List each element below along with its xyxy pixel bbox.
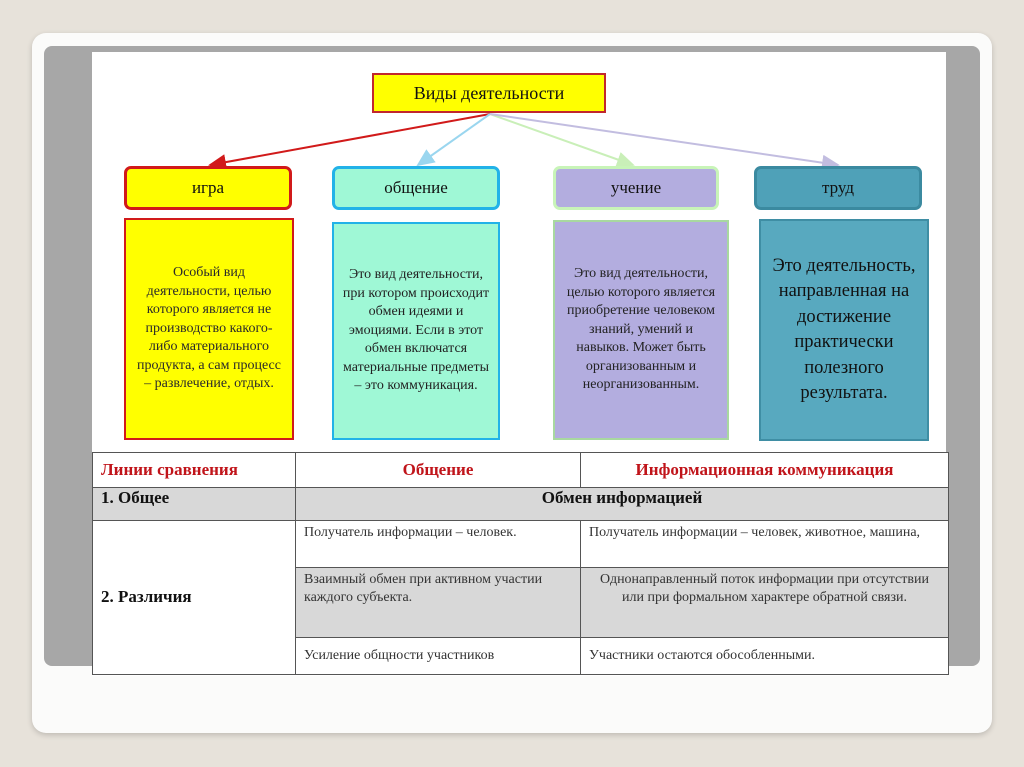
difference-cell-communication: Получатель информации – человек.: [296, 520, 581, 567]
activity-heading-igra: игра: [124, 166, 292, 210]
activity-heading-trud: труд: [754, 166, 922, 210]
activity-description-obshenie: Это вид деятельности, при котором происходит обмен идеями и эмоциями. Если в этот обмен включатся материальные предметы – это коммуникация.: [332, 222, 500, 440]
difference-cell-communication: Взаимный обмен при активном участии каждого субъекта.: [296, 568, 581, 638]
activity-description-igra: Особый вид деятельности, целью которого является не производство какого-либо материального продукта, а сам процесс – развлечение, отдых.: [124, 218, 294, 440]
general-value: Обмен информацией: [296, 487, 949, 520]
difference-cell-info-communication: Однонаправленный поток информации при отсутствии или при формальном характере обратной связи.: [581, 568, 949, 638]
differences-label: 2. Различия: [93, 520, 296, 674]
activity-description-trud: Это деятельность, направленная на достижение практически полезного результата.: [759, 219, 929, 441]
table-header-cell: Информационная коммуникация: [581, 453, 949, 488]
activity-heading-obshenie: общение: [332, 166, 500, 210]
difference-cell-info-communication: Получатель информации – человек, животное, машина,: [581, 520, 949, 567]
table-row-difference: [93, 520, 949, 567]
activity-description-uchenie: Это вид деятельности, целью которого является приобретение человеком знаний, умений и навыков. Может быть организованным и неорганизованным.: [553, 220, 729, 440]
difference-cell-info-communication: Участники остаются обособленными.: [581, 637, 949, 674]
diagram-title: Виды деятельности: [372, 73, 606, 113]
table-header-cell: Линии сравнения: [93, 453, 296, 488]
difference-cell-communication: Усиление общности участников: [296, 637, 581, 674]
comparison-table: [92, 452, 949, 675]
table-header-cell: Общение: [296, 453, 581, 488]
table-row-general: [93, 487, 949, 520]
general-label: 1. Общее: [93, 487, 296, 520]
activity-heading-uchenie: учение: [553, 166, 719, 210]
table-header-row: [93, 453, 949, 488]
